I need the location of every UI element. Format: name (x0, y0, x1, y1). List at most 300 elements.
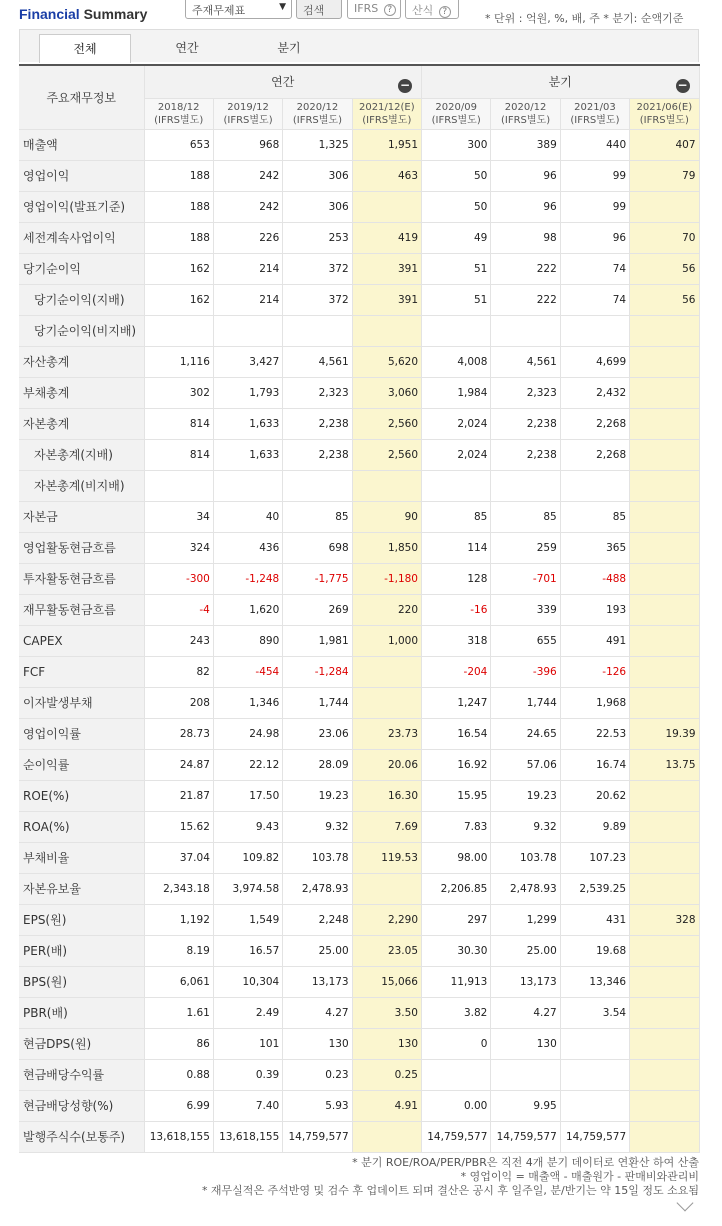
period-header (144, 98, 213, 129)
table-row (19, 594, 699, 625)
table-cell: 14,759,577 (422, 1121, 491, 1152)
table-cell: 50 (422, 191, 491, 222)
table-cell: 2,290 (352, 904, 421, 935)
row-label: 자본총계 (19, 408, 144, 439)
table-cell: 15.62 (144, 811, 213, 842)
table-cell: 98.00 (422, 842, 491, 873)
table-row (19, 935, 699, 966)
table-row (19, 284, 699, 315)
table-cell: 1,850 (352, 532, 421, 563)
table-cell (560, 470, 629, 501)
table-cell (352, 470, 421, 501)
table-cell: 2,268 (560, 439, 629, 470)
table-cell: 6.99 (144, 1090, 213, 1121)
period-header (560, 98, 629, 129)
table-row (19, 129, 699, 160)
table-cell: 2,248 (283, 904, 352, 935)
table-cell: 90 (352, 501, 421, 532)
table-cell: 2,024 (422, 408, 491, 439)
table-cell: 24.98 (213, 718, 282, 749)
table-cell: 463 (352, 160, 421, 191)
table-cell: 114 (422, 532, 491, 563)
table-cell: 419 (352, 222, 421, 253)
footnote: * 분기 ROE/ROA/PER/PBR은 직전 4개 분기 데이터로 연환산 하여 산출 (352, 1156, 699, 1169)
table-cell: -4 (144, 594, 213, 625)
table-cell: 74 (560, 253, 629, 284)
footnote: * 영업이익 = 매출액 - 매출원가 - 판매비와관리비 (460, 1170, 699, 1183)
table-row (19, 532, 699, 563)
table-cell (352, 687, 421, 718)
table-cell: -396 (491, 656, 560, 687)
table-cell: 1,968 (560, 687, 629, 718)
table-cell: 389 (491, 129, 560, 160)
table-cell: 28.73 (144, 718, 213, 749)
period-label: 2021/03 (574, 101, 616, 113)
table-cell (630, 656, 699, 687)
table-header-groups (19, 65, 699, 98)
table-cell: 407 (630, 129, 699, 160)
table-cell: 14,759,577 (491, 1121, 560, 1152)
table-cell: 968 (213, 129, 282, 160)
table-cell: 98 (491, 222, 560, 253)
search-button[interactable] (296, 0, 342, 19)
table-cell: 2,539.25 (560, 873, 629, 904)
table-cell: 226 (213, 222, 282, 253)
table-cell: 653 (144, 129, 213, 160)
row-label: 자본유보율 (19, 873, 144, 904)
table-cell: 306 (283, 191, 352, 222)
row-label: 매출액 (19, 129, 144, 160)
table-row (19, 687, 699, 718)
table-row (19, 222, 699, 253)
table-row (19, 966, 699, 997)
period-label: 2018/12 (157, 101, 200, 113)
row-label: 세전계속사업이익 (19, 222, 144, 253)
item-column-header: 주요재무정보 (19, 65, 144, 129)
period-basis: (IFRS별도) (223, 114, 273, 126)
table-cell: 0 (422, 1028, 491, 1059)
table-row (19, 191, 699, 222)
row-label: 당기순이익(지배) (19, 284, 144, 315)
table-cell: 890 (213, 625, 282, 656)
table-cell: 259 (491, 532, 560, 563)
row-label: FCF (19, 656, 144, 687)
table-cell: -454 (213, 656, 282, 687)
table-cell: 0.00 (422, 1090, 491, 1121)
row-label: 이자발생부채 (19, 687, 144, 718)
period-label: 2020/12 (504, 101, 547, 113)
table-cell: 2,560 (352, 439, 421, 470)
table-cell: 2,268 (560, 408, 629, 439)
table-cell: 14,759,577 (560, 1121, 629, 1152)
table-cell: 24.65 (491, 718, 560, 749)
table-row (19, 253, 699, 284)
table-cell: 2,432 (560, 377, 629, 408)
table-cell: 0.39 (213, 1059, 282, 1090)
table-row (19, 625, 699, 656)
tab-quarter[interactable]: 분기 (277, 41, 301, 55)
table-cell: 1.61 (144, 997, 213, 1028)
collapse-icon[interactable]: − (677, 78, 688, 92)
help-icon[interactable]: ? (439, 6, 451, 18)
table-row (19, 563, 699, 594)
table-cell: 85 (491, 501, 560, 532)
table-cell: 10,304 (213, 966, 282, 997)
table-row (19, 1121, 699, 1152)
table-cell (352, 656, 421, 687)
row-label: CAPEX (19, 625, 144, 656)
table-cell (630, 470, 699, 501)
annual-group-header (144, 65, 422, 98)
table-cell: 222 (491, 284, 560, 315)
table-cell: 2.49 (213, 997, 282, 1028)
table-cell: 20.62 (560, 780, 629, 811)
table-cell: -16 (422, 594, 491, 625)
table-cell: 1,192 (144, 904, 213, 935)
table-cell (144, 315, 213, 346)
row-label: PBR(배) (19, 997, 144, 1028)
table-cell: 4,699 (560, 346, 629, 377)
row-label: 영업이익(발표기준) (19, 191, 144, 222)
table-cell (352, 1121, 421, 1152)
table-cell: 2,238 (491, 408, 560, 439)
table-row (19, 1059, 699, 1090)
period-basis: (IFRS별도) (431, 114, 481, 126)
table-cell: 119.53 (352, 842, 421, 873)
table-cell: 50 (422, 160, 491, 191)
table-row (19, 904, 699, 935)
table-cell: 96 (560, 222, 629, 253)
table-cell: 16.54 (422, 718, 491, 749)
chevron-down-icon: ▼ (279, 2, 286, 12)
table-cell (630, 1059, 699, 1090)
table-cell: 1,793 (213, 377, 282, 408)
table-cell (630, 532, 699, 563)
table-cell: 25.00 (283, 935, 352, 966)
row-label: 자본금 (19, 501, 144, 532)
table-cell: 11,913 (422, 966, 491, 997)
table-cell (283, 315, 352, 346)
table-cell: 85 (422, 501, 491, 532)
period-basis: (IFRS별도) (570, 114, 620, 126)
table-cell: -1,248 (213, 563, 282, 594)
table-cell (630, 935, 699, 966)
table-cell: 13,173 (283, 966, 352, 997)
table-cell: 4,561 (283, 346, 352, 377)
table-row (19, 315, 699, 346)
table-cell: 2,323 (491, 377, 560, 408)
table-cell: 3,427 (213, 346, 282, 377)
table-cell: 130 (283, 1028, 352, 1059)
statement-select[interactable] (185, 0, 292, 19)
table-cell (630, 191, 699, 222)
table-cell (283, 470, 352, 501)
table-cell: 16.74 (560, 749, 629, 780)
table-cell: 2,323 (283, 377, 352, 408)
ifrs-button[interactable] (347, 0, 401, 19)
table-cell: 391 (352, 284, 421, 315)
row-label: 당기순이익(비지배) (19, 315, 144, 346)
table-cell: 57.06 (491, 749, 560, 780)
table-cell: 2,238 (491, 439, 560, 470)
table-cell: 0.88 (144, 1059, 213, 1090)
title-main: Financial (19, 6, 80, 22)
table-cell: 30.30 (422, 935, 491, 966)
table-cell (630, 563, 699, 594)
table-cell: 51 (422, 253, 491, 284)
row-label: 부채비율 (19, 842, 144, 873)
table-cell: 14,759,577 (283, 1121, 352, 1152)
table-cell: 6,061 (144, 966, 213, 997)
row-label: 현금배당성향(%) (19, 1090, 144, 1121)
table-cell: 4,561 (491, 346, 560, 377)
table-cell: 19.23 (283, 780, 352, 811)
table-cell: 655 (491, 625, 560, 656)
table-cell (630, 377, 699, 408)
table-row (19, 377, 699, 408)
row-label: 자본총계(지배) (19, 439, 144, 470)
tab-all[interactable]: 전체 (39, 34, 131, 63)
table-cell: 1,325 (283, 129, 352, 160)
table-cell: 19.23 (491, 780, 560, 811)
table-cell: 16.30 (352, 780, 421, 811)
table-cell: 85 (560, 501, 629, 532)
table-cell: 3.50 (352, 997, 421, 1028)
table-cell: 34 (144, 501, 213, 532)
row-label: 영업이익률 (19, 718, 144, 749)
table-cell: 300 (422, 129, 491, 160)
table-cell: 1,633 (213, 439, 282, 470)
table-cell: 101 (213, 1028, 282, 1059)
table-cell (560, 1090, 629, 1121)
table-cell: 188 (144, 222, 213, 253)
period-header (213, 98, 282, 129)
table-cell (630, 842, 699, 873)
table-cell: -1,775 (283, 563, 352, 594)
period-label: 2020/09 (435, 101, 477, 113)
table-row (19, 780, 699, 811)
table-cell: 814 (144, 408, 213, 439)
table-cell: 51 (422, 284, 491, 315)
table-cell: 85 (283, 501, 352, 532)
table-cell (352, 191, 421, 222)
table-cell: 162 (144, 253, 213, 284)
table-cell: 79 (630, 160, 699, 191)
table-cell: 22.12 (213, 749, 282, 780)
table-cell: 37.04 (144, 842, 213, 873)
table-cell: 1,299 (491, 904, 560, 935)
table-row (19, 160, 699, 191)
table-cell: 302 (144, 377, 213, 408)
table-cell (352, 873, 421, 904)
table-cell: 25.00 (491, 935, 560, 966)
table-cell: 3,060 (352, 377, 421, 408)
row-label: 발행주식수(보통주) (19, 1121, 144, 1152)
annual-group-label: 연간 (271, 75, 295, 90)
table-cell: 23.73 (352, 718, 421, 749)
table-row (19, 346, 699, 377)
table-cell: -1,180 (352, 563, 421, 594)
row-label: 영업이익 (19, 160, 144, 191)
table-body (19, 129, 699, 1152)
table-cell: 40 (213, 501, 282, 532)
table-cell: 1,744 (283, 687, 352, 718)
unit-info: * 단위 : 억원, %, 배, 주 * 분기: 순액기준 (485, 12, 684, 25)
table-cell: 13,173 (491, 966, 560, 997)
table-row (19, 1090, 699, 1121)
table-cell: 130 (352, 1028, 421, 1059)
table-cell: 372 (283, 253, 352, 284)
statement-select-value: 주재무제표 (192, 4, 246, 17)
table-cell: 193 (560, 594, 629, 625)
table-cell: 5,620 (352, 346, 421, 377)
table-cell (630, 1121, 699, 1152)
tab-annual[interactable]: 연간 (175, 41, 199, 55)
table-cell: 70 (630, 222, 699, 253)
table-cell (630, 594, 699, 625)
period-header (352, 98, 421, 129)
table-cell: 99 (560, 191, 629, 222)
row-label: ROE(%) (19, 780, 144, 811)
table-cell (422, 1059, 491, 1090)
table-cell: 188 (144, 160, 213, 191)
table-cell: 16.92 (422, 749, 491, 780)
table-cell: 13,346 (560, 966, 629, 997)
table-cell: 13,618,155 (144, 1121, 213, 1152)
period-header (630, 98, 699, 129)
footnotes (202, 1156, 699, 1198)
table-cell: 23.05 (352, 935, 421, 966)
table-cell: 4,008 (422, 346, 491, 377)
table-cell: 2,343.18 (144, 873, 213, 904)
table-cell: -488 (560, 563, 629, 594)
table-cell: 21.87 (144, 780, 213, 811)
table-row (19, 408, 699, 439)
table-cell: 107.23 (560, 842, 629, 873)
footnote: * 재무실적은 주석반영 및 검수 후 업데이트 되며 결산은 공시 후 일주일, 분/반기는 약 15일 정도 소요됨 (201, 1184, 699, 1197)
table-cell: -1,284 (283, 656, 352, 687)
table-cell: 3,974.58 (213, 873, 282, 904)
table-cell: 188 (144, 191, 213, 222)
financial-summary-table (19, 64, 700, 1153)
row-label: 재무활동현금흐름 (19, 594, 144, 625)
table-cell (630, 811, 699, 842)
period-basis: (IFRS별도) (292, 114, 342, 126)
collapse-icon[interactable]: − (399, 78, 411, 92)
table-cell: 1,744 (491, 687, 560, 718)
table-row (19, 470, 699, 501)
table-row (19, 997, 699, 1028)
table-cell (560, 1028, 629, 1059)
table-cell: 1,549 (213, 904, 282, 935)
table-cell (560, 315, 629, 346)
table-cell: 49 (422, 222, 491, 253)
table-cell: 15.95 (422, 780, 491, 811)
row-label: 순이익률 (19, 749, 144, 780)
table-cell: 1,633 (213, 408, 282, 439)
table-cell: 440 (560, 129, 629, 160)
table-cell: 109.82 (213, 842, 282, 873)
table-cell (491, 315, 560, 346)
table-cell: 1,981 (283, 625, 352, 656)
period-tabs (19, 29, 699, 62)
table-cell: 431 (560, 904, 629, 935)
table-cell: 15,066 (352, 966, 421, 997)
table-cell (630, 687, 699, 718)
table-cell: 7.69 (352, 811, 421, 842)
period-label: 2021/12(E) (358, 101, 415, 113)
table-cell: 17.50 (213, 780, 282, 811)
table-cell: 103.78 (283, 842, 352, 873)
table-cell: 56 (630, 253, 699, 284)
table-cell (630, 625, 699, 656)
period-label: 2021/06(E) (636, 101, 693, 113)
table-cell: 74 (560, 284, 629, 315)
table-row (19, 439, 699, 470)
period-basis: (IFRS별도) (154, 114, 204, 126)
table-cell (630, 501, 699, 532)
table-cell: 4.27 (491, 997, 560, 1028)
table-cell (630, 966, 699, 997)
table-cell: 162 (144, 284, 213, 315)
table-cell: 0.25 (352, 1059, 421, 1090)
table-row (19, 811, 699, 842)
table-cell: 242 (213, 191, 282, 222)
table-cell: 2,478.93 (283, 873, 352, 904)
table-cell (422, 315, 491, 346)
row-label: 투자활동현금흐름 (19, 563, 144, 594)
table-cell (630, 408, 699, 439)
table-cell (630, 997, 699, 1028)
row-label: 자산총계 (19, 346, 144, 377)
table-cell: 2,238 (283, 408, 352, 439)
table-cell: 4.91 (352, 1090, 421, 1121)
table-cell: 328 (630, 904, 699, 935)
table-cell: 56 (630, 284, 699, 315)
row-label: ROA(%) (19, 811, 144, 842)
table-cell: 1,951 (352, 129, 421, 160)
table-cell (144, 470, 213, 501)
table-cell: 8.19 (144, 935, 213, 966)
table-cell: 4.27 (283, 997, 352, 1028)
table-cell: 1,000 (352, 625, 421, 656)
period-basis: (IFRS별도) (362, 114, 412, 126)
period-label: 2020/12 (296, 101, 339, 113)
period-header (283, 98, 352, 129)
table-cell: 339 (491, 594, 560, 625)
help-icon[interactable]: ? (384, 4, 396, 16)
period-basis: (IFRS별도) (501, 114, 551, 126)
table-cell: 99 (560, 160, 629, 191)
formula-button[interactable] (405, 0, 459, 19)
row-label: 영업활동현금흐름 (19, 532, 144, 563)
table-cell: 243 (144, 625, 213, 656)
table-cell: 220 (352, 594, 421, 625)
table-row (19, 842, 699, 873)
table-cell: 130 (491, 1028, 560, 1059)
period-basis: (IFRS별도) (639, 114, 689, 126)
table-cell: 2,238 (283, 439, 352, 470)
table-cell: 96 (491, 191, 560, 222)
section-title (19, 6, 147, 22)
row-label: 자본총계(비지배) (19, 470, 144, 501)
table-cell (491, 470, 560, 501)
row-label: PER(배) (19, 935, 144, 966)
table-cell (630, 873, 699, 904)
table-cell: 2,560 (352, 408, 421, 439)
row-label: 부채총계 (19, 377, 144, 408)
table-cell: 7.83 (422, 811, 491, 842)
